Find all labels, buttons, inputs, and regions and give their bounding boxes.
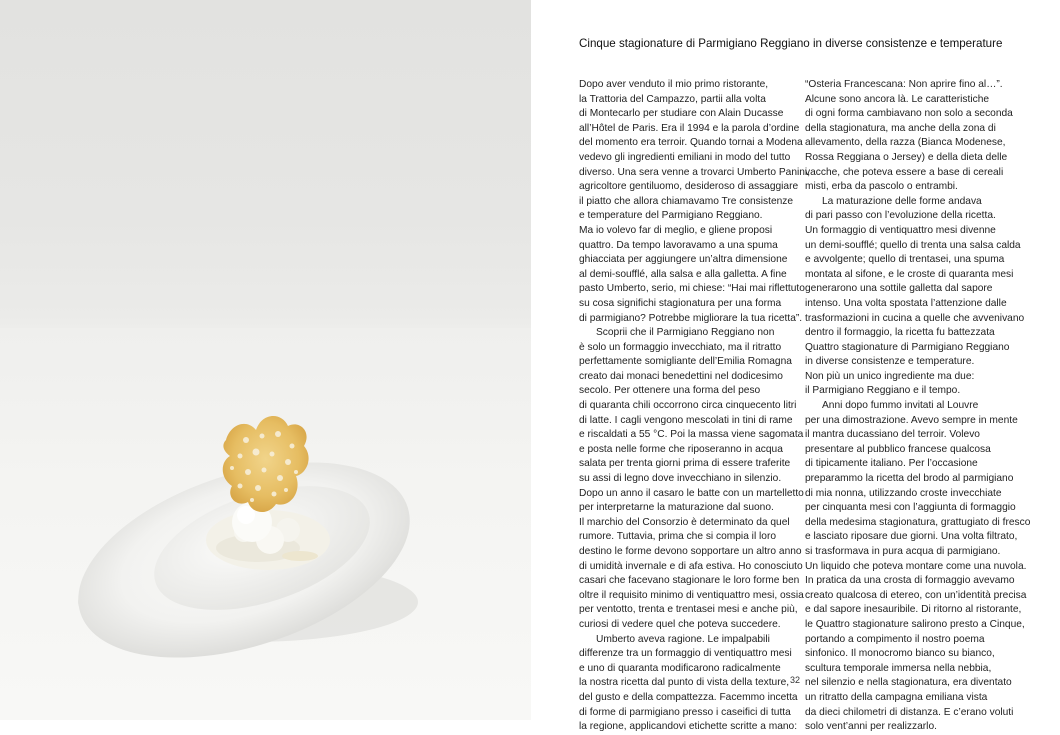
text-line: il mantra ducassiano del terroir. Volevo (805, 429, 980, 441)
text-line: per una dimostrazione. Avevo sempre in mente (805, 414, 1018, 426)
text-line: La maturazione delle forme andava (822, 195, 982, 207)
left-text-column (579, 78, 811, 735)
text-line: generarono una sottile galletta dal sapore (805, 283, 993, 295)
text-line: per cinquanta mesi con l’aggiunta di formaggio (805, 502, 1016, 514)
text-line: di forme di parmigiano presso i caseifici di tutta (579, 706, 791, 718)
text-line: la Trattoria del Campazzo, partii alla volta (579, 93, 766, 105)
text-line: “Osteria Francescana: Non aprire fino al…”. (805, 79, 1003, 90)
text-line: al demi-soufflé, alla salsa e alla galletta. A fine (579, 268, 787, 280)
text-line: da dieci chilometri di distanza. E c’erano voluti (805, 706, 1014, 718)
text-line: trasformazioni in cucina a quelle che avvenivano (805, 312, 1025, 324)
page-number: 32 (789, 675, 800, 685)
text-line: oltre il requisito minimo di ventiquattro mesi, ossia (579, 589, 804, 601)
text-line: e lasciato riposare due giorni. Una volta filtrato, (805, 531, 1018, 543)
text-line: e uno di quaranta modificarono radicalmente (579, 662, 781, 674)
text-line: di quaranta chili occorrono circa cinquecento litri (579, 400, 797, 412)
text-line: dentro il formaggio, la ricetta fu battezzata (805, 327, 995, 339)
text-line: Rossa Reggiana o Jersey) e della dieta delle (805, 151, 1008, 163)
text-line: della stagionatura, ma anche della zona di (805, 122, 996, 134)
text-line: di pari passo con l’evoluzione della ricetta. (805, 210, 996, 222)
text-line: montata al sifone, e le croste di quaranta mesi (805, 268, 1014, 280)
text-line: di mia nonna, utilizzando croste invecchiate (805, 487, 1002, 499)
text-line: creato qualcosa di etereo, con un’identità precisa (805, 589, 1027, 601)
text-line: solo vent’anni per realizzarlo. (805, 721, 937, 733)
text-line: casari che facevano stagionare le loro forme ben (579, 575, 800, 587)
text-line: Un liquido che poteva montare come una nuvola. (805, 560, 1027, 572)
right-text-column (805, 78, 1031, 735)
text-line: Umberto aveva ragione. Le impalpabili (596, 633, 770, 645)
text-line: la nostra ricetta dal punto di vista della texture, (579, 677, 790, 689)
text-line: Scoprii che il Parmigiano Reggiano non (596, 327, 775, 339)
text-line: di latte. I cagli vengono mescolati in tini di rame (579, 414, 793, 426)
text-line: il Parmigiano Reggiano e il tempo. (805, 385, 961, 397)
text-line: e avvolgente; quello di trentasei, una spuma (805, 254, 1005, 266)
text-line: e riscaldati a 55 °C. Poi la massa viene sagomata (579, 429, 804, 441)
text-line: perfettamente somigliante dell’Emilia Romagna (579, 356, 792, 368)
text-line: è solo un formaggio invecchiato, ma il ritratto (579, 341, 782, 353)
page-heading: Cinque stagionature di Parmigiano Reggiano in diverse consistenze e temperature (579, 37, 1003, 50)
text-line: per ventotto, trenta e trentasei mesi e anche più, (579, 604, 798, 616)
text-line: di ogni forma cambiavano non solo a seconda (805, 108, 1013, 120)
text-line: salata per trenta giorni prima di essere traferite (579, 458, 791, 470)
text-line: di umidità invernale e di afa estiva. Ho conosciuto (579, 560, 803, 572)
text-page (531, 0, 1060, 733)
text-line: intenso. Una volta spostata l’attenzione dalle (805, 297, 1007, 309)
text-line: creato dai monaci benedettini nel dodicesimo (579, 370, 783, 382)
text-line: allevamento, della razza (Bianca Modenese, (805, 137, 1006, 149)
text-line: differenze tra un formaggio di ventiquattro mesi (579, 648, 792, 660)
text-line: e posta nelle forme che riposeranno in acqua (579, 443, 783, 455)
text-line: vedevo gli ingredienti emiliani in modo del tutto (579, 151, 791, 163)
text-line: sinfonico. Il monocromo bianco su bianco, (805, 648, 995, 660)
text-line: un demi-soufflé; quello di trenta una salsa calda (805, 239, 1021, 251)
text-line: della medesima stagionatura, grattugiato di fresco (805, 516, 1031, 528)
text-line: portando a compimento il nostro poema (805, 633, 985, 645)
text-line: Ma io volevo far di meglio, e gliene proposi (579, 224, 773, 236)
text-line: su assi di legno dove invecchiano in silenzio. (579, 473, 782, 485)
text-line: secolo. Per ottenere una forma del peso (579, 385, 761, 397)
text-line: e dal sapore inesauribile. Di ritorno al ristorante, (805, 604, 1022, 616)
text-line: presentare al pubblico francese qualcosa (805, 443, 991, 455)
text-line: destino le forme devono sopportare un altro anno (579, 546, 802, 557)
text-line: Dopo aver venduto il mio primo ristorante, (579, 79, 769, 90)
text-line: preparammo la ricetta del brodo al parmigiano (805, 473, 1014, 485)
text-line: del gusto e della compattezza. Facemmo incetta (579, 691, 798, 703)
text-line: ghiacciata per aggiungere un’altra dimensione (579, 254, 788, 266)
text-line: di parmigiano? Potrebbe migliorare la tua ricetta”. (579, 312, 803, 324)
text-line: agricoltore gentiluomo, desideroso di assaggiare (579, 181, 799, 193)
text-line: di Montecarlo per studiare con Alain Ducasse (579, 108, 784, 120)
plate-illustration (0, 0, 531, 720)
text-line: di tipicamente italiano. Per l’occasione (805, 458, 978, 470)
text-line: si trasformava in pura acqua di parmigiano. (805, 546, 1001, 557)
text-line: Anni dopo fummo invitati al Louvre (822, 400, 979, 412)
text-line: diverso. Una sera venne a trovarci Umberto Panini, (579, 166, 811, 178)
text-line: pasto Umberto, serio, mi chiese: “Hai mai riflettuto (579, 283, 805, 295)
text-line: Alcune sono ancora là. Le caratteristiche (805, 93, 990, 105)
text-line: scultura temporale immersa nella nebbia, (805, 662, 992, 674)
text-line: un ritratto della campagna emiliana vista (805, 691, 988, 703)
text-line: quattro. Da tempo lavoravamo a una spuma (579, 239, 778, 251)
text-line: rumore. Tuttavia, prima che si compia il loro (579, 531, 777, 543)
text-line: Il marchio del Consorzio è determinato da quel (579, 516, 790, 528)
dish-photograph (0, 0, 531, 720)
text-line: la regione, applicandovi etichette scritte a mano: (579, 721, 798, 733)
text-line: nel silenzio e nella stagionatura, era diventato (805, 677, 1012, 689)
text-line: Non più un unico ingrediente ma due: (805, 370, 975, 382)
text-line: vacche, che poteva essere a base di cereali (805, 166, 1004, 178)
text-line: Quattro stagionature di Parmigiano Reggiano (805, 341, 1010, 353)
text-line: del momento era terroir. Quando tornai a Modena (579, 137, 803, 149)
text-line: all’Hôtel de Paris. Era il 1994 e la parola d’ordine (579, 122, 800, 134)
text-line: In pratica da una crosta di formaggio avevamo (805, 575, 1015, 587)
text-line: il piatto che allora chiamavamo Tre consistenze (579, 195, 794, 207)
text-line: Un formaggio di ventiquattro mesi divenne (805, 224, 996, 236)
text-line: e temperature del Parmigiano Reggiano. (579, 210, 763, 222)
text-line: in diverse consistenze e temperature. (805, 356, 975, 368)
text-line: misti, erba da pascolo o entrambi. (805, 181, 958, 193)
text-line: su cosa significhi stagionatura per una forma (579, 297, 782, 309)
text-line: Dopo un anno il casaro le batte con un martelletto (579, 487, 804, 499)
text-line: curiosi di vedere quel che poteva succedere. (579, 618, 781, 630)
text-line: per interpretarne la maturazione dal suono. (579, 502, 774, 514)
text-line: le Quattro stagionature salirono presto a Cinque, (805, 618, 1025, 630)
